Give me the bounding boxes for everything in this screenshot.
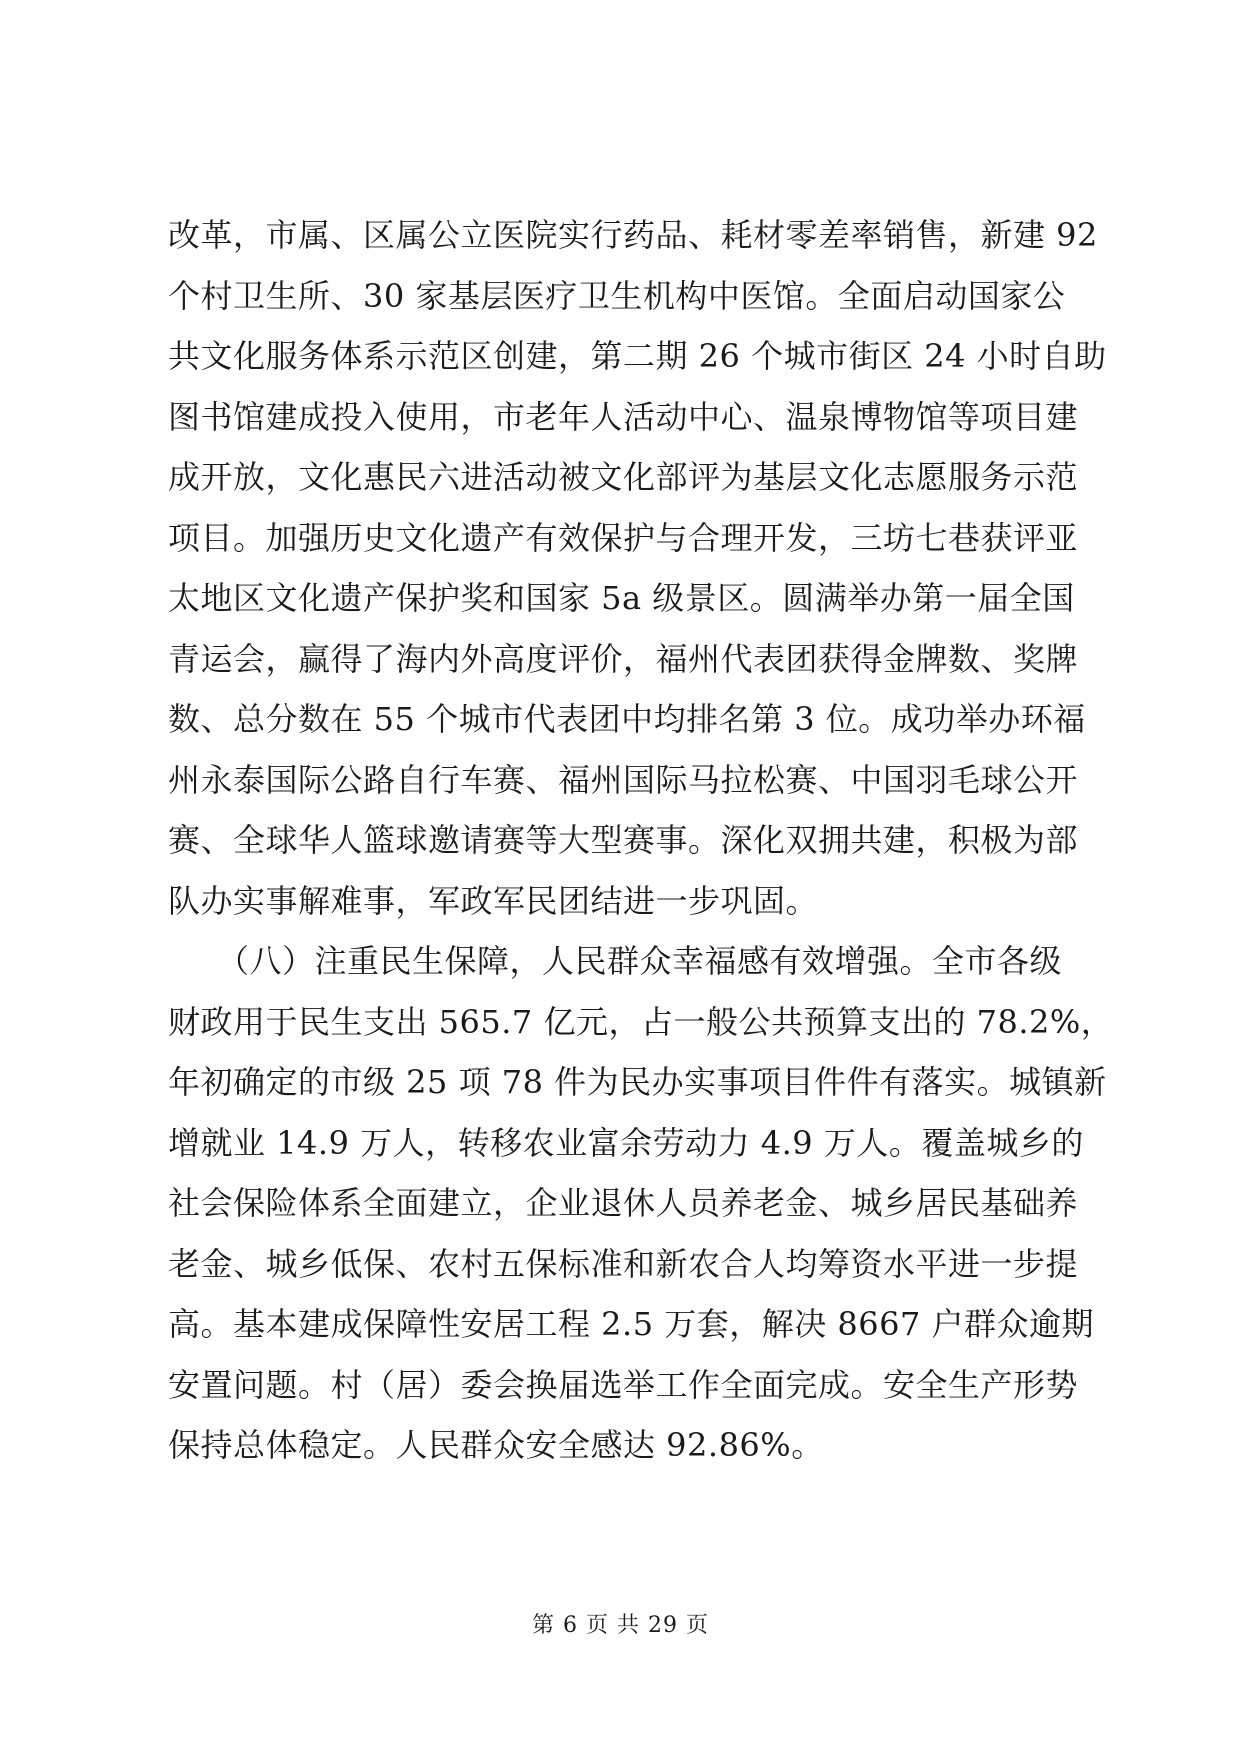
- text-line: 财政用于民生支出 565.7 亿元，占一般公共预算支出的 78.2%，: [168, 1002, 1114, 1041]
- page-number: 第 6 页 共 29 页: [532, 1613, 709, 1638]
- body-text: [168, 205, 1114, 1476]
- text-line: 增就业 14.9 万人，转移农业富余劳动力 4.9 万人。覆盖城乡的: [168, 1123, 1084, 1162]
- text-line: 个村卫生所、30 家基层医疗卫生机构中医馆。全面启动国家公: [168, 276, 1066, 315]
- text-line: 州永泰国际公路自行车赛、福州国际马拉松赛、中国羽毛球公开: [168, 760, 1079, 799]
- text-line: 数、总分数在 55 个城市代表团中均排名第 3 位。成功举办环福: [168, 700, 1086, 738]
- text-line: 安置问题。村（居）委会换届选举工作全面完成。安全生产形势: [168, 1365, 1079, 1404]
- text-line: 项目。加强历史文化遗产有效保护与合理开发，三坊七巷获评亚: [168, 518, 1079, 557]
- text-line: 老金、城乡低保、农村五保标准和新农合人均筹资水平进一步提: [168, 1244, 1079, 1283]
- text-line: 太地区文化遗产保护奖和国家 5a 级景区。圆满举办第一届全国: [168, 579, 1075, 617]
- text-line: 成开放，文化惠民六进活动被文化部评为基层文化志愿服务示范: [168, 458, 1079, 496]
- text-line: 高。基本建成保障性安居工程 2.5 万套，解决 8667 户群众逾期: [168, 1305, 1095, 1343]
- text-line: 青运会，赢得了海内外高度评价，福州代表团获得金牌数、奖牌: [168, 639, 1079, 678]
- page-footer: [0, 1613, 1241, 1639]
- text-line: 社会保险体系全面建立，企业退休人员养老金、城乡居民基础养: [168, 1184, 1079, 1222]
- section-heading-line: （八）注重民生保障，人民群众幸福感有效增强。全市各级: [168, 942, 1063, 980]
- text-line: 图书馆建成投入使用，市老年人活动中心、温泉博物馆等项目建: [168, 397, 1079, 436]
- text-line: 队办实事解难事，军政军民团结进一步巩固。: [168, 881, 819, 920]
- text-line: 保持总体稳定。人民群众安全感达 92.86%。: [168, 1426, 824, 1464]
- text-line: 改革，市属、区属公立医院实行药品、耗材零差率销售，新建 92: [168, 216, 1098, 254]
- text-line: 共文化服务体系示范区创建，第二期 26 个城市街区 24 小时自助: [168, 337, 1107, 375]
- text-line: 年初确定的市级 25 项 78 件为民办实事项目件件有落实。城镇新: [168, 1063, 1107, 1101]
- text-line: 赛、全球华人篮球邀请赛等大型赛事。深化双拥共建，积极为部: [168, 821, 1079, 859]
